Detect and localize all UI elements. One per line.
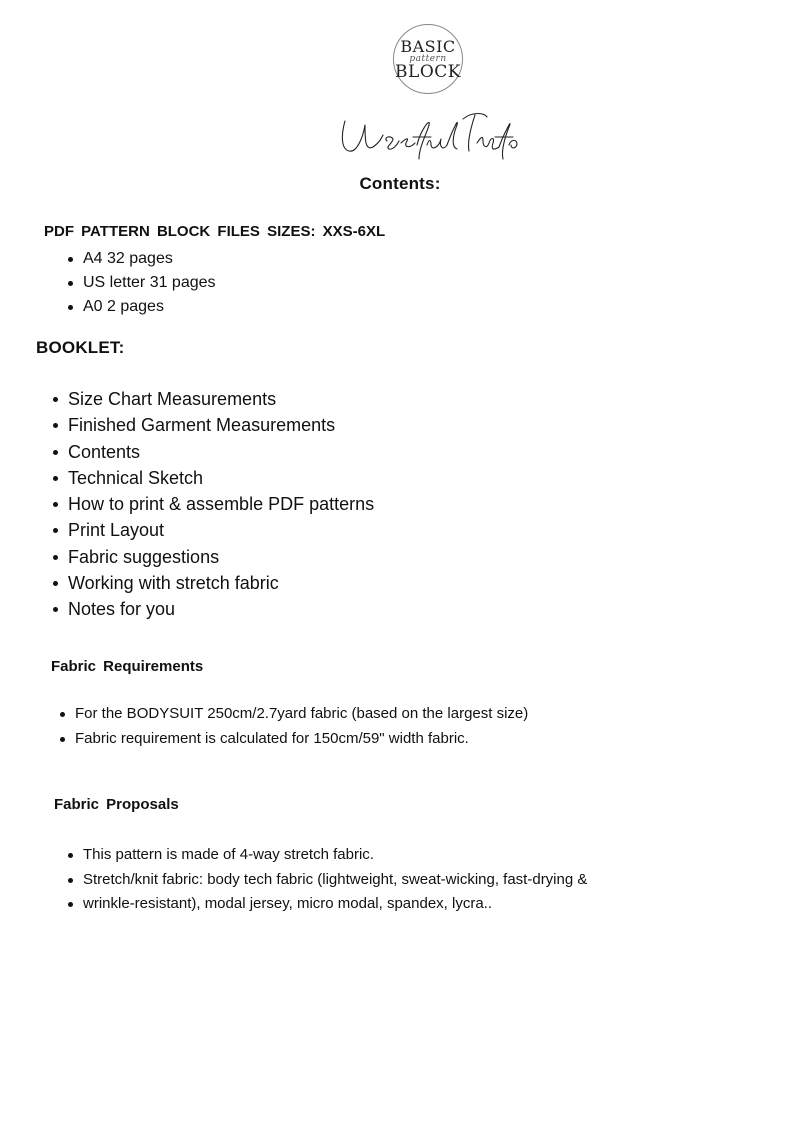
pdf-pages-list bbox=[83, 247, 216, 319]
logo-text-block: BLOCK bbox=[395, 62, 461, 82]
brand-logo bbox=[393, 24, 463, 94]
fabric-proposals-list bbox=[83, 843, 593, 917]
list-item: US letter 31 pages bbox=[83, 271, 216, 295]
list-item: This pattern is made of 4-way stretch fabric. bbox=[83, 843, 593, 868]
list-item: Contents bbox=[68, 439, 374, 465]
list-item: Fabric suggestions bbox=[68, 544, 374, 570]
logo-text-basic: BASIC bbox=[400, 37, 456, 56]
pdf-sizes-title: PDF PATTERN BLOCK FILES SIZES: XXS-6XL bbox=[44, 223, 386, 240]
list-item: Print Layout bbox=[68, 517, 374, 543]
list-item: A4 32 pages bbox=[83, 247, 216, 271]
list-item: Fabric requirement is calculated for 150cm/59" width fabric. bbox=[75, 727, 528, 752]
list-item: Size Chart Measurements bbox=[68, 386, 374, 412]
fabric-requirements-list bbox=[75, 702, 528, 751]
fabric-requirements-title: Fabric Requirements bbox=[51, 658, 204, 675]
list-item: Stretch/knit fabric: body tech fabric (lightweight, sweat-wicking, fast-drying & bbox=[83, 868, 593, 893]
contents-heading: Contents: bbox=[359, 174, 441, 193]
list-item: Notes for you bbox=[68, 596, 374, 622]
booklet-list bbox=[68, 386, 374, 623]
list-item: Finished Garment Measurements bbox=[68, 412, 374, 438]
list-item: Working with stretch fabric bbox=[68, 570, 374, 596]
list-item: wrinkle-resistant), modal jersey, micro modal, spandex, lycra.. bbox=[83, 892, 593, 917]
useful-info-script-title bbox=[335, 107, 525, 162]
list-item: Technical Sketch bbox=[68, 465, 374, 491]
logo-text-pattern: pattern bbox=[409, 54, 447, 64]
booklet-title: BOOKLET: bbox=[36, 338, 125, 357]
list-item: For the BODYSUIT 250cm/2.7yard fabric (based on the largest size) bbox=[75, 702, 528, 727]
list-item: A0 2 pages bbox=[83, 295, 216, 319]
fabric-proposals-title: Fabric Proposals bbox=[54, 796, 179, 813]
list-item: How to print & assemble PDF patterns bbox=[68, 491, 374, 517]
